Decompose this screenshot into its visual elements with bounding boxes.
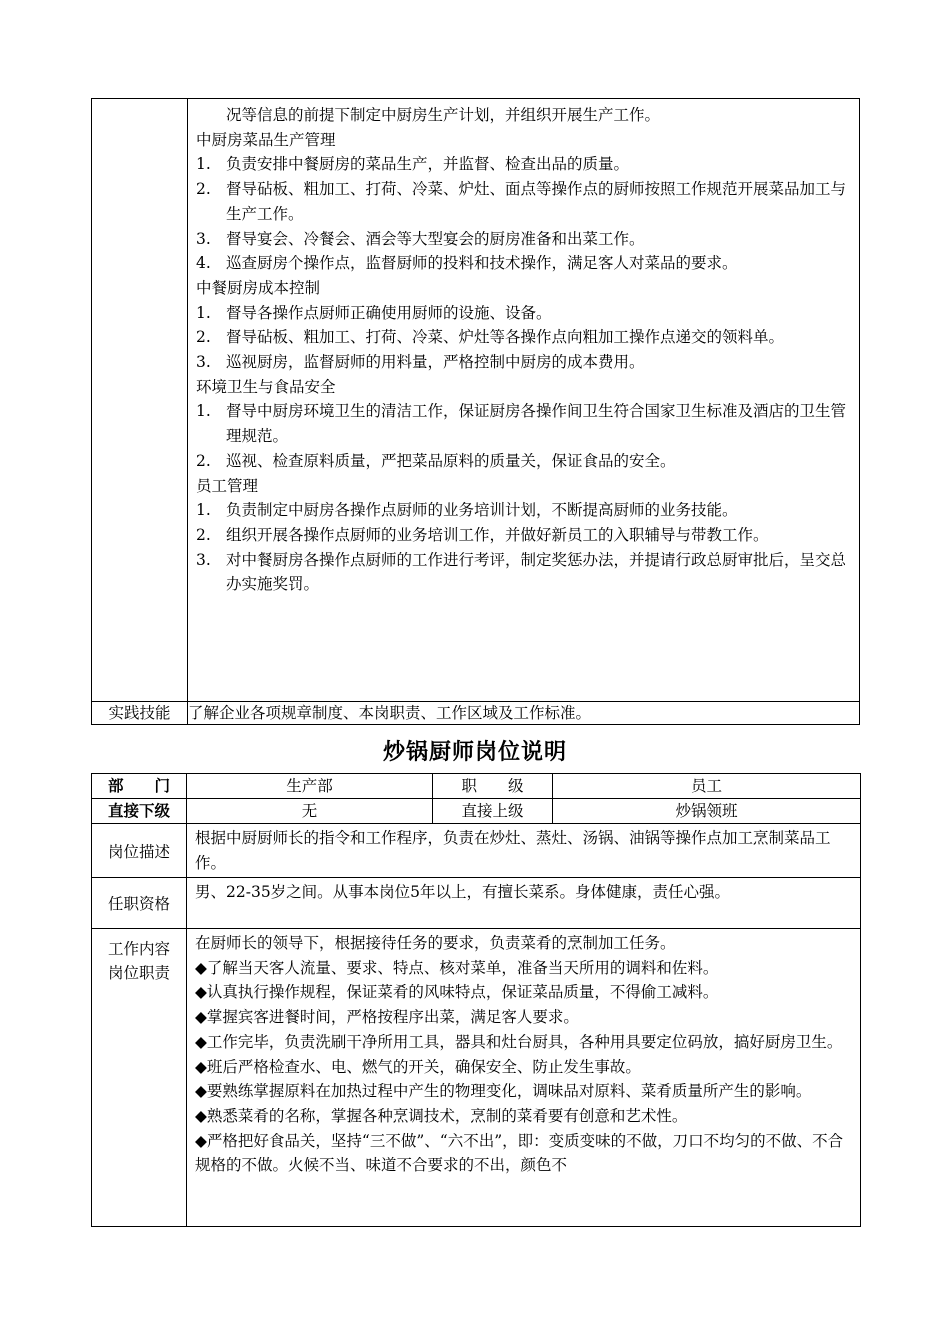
group-staff bbox=[196, 474, 851, 598]
duties-label-cell-2 bbox=[92, 929, 187, 1227]
dept-value: 生产部 bbox=[187, 774, 433, 799]
superior-label: 直接上级 bbox=[433, 799, 553, 824]
description-value: 根据中厨厨师长的指令和工作程序，负责在炒灶、蒸灶、汤锅、油锅等操作点加工烹制菜品工作。 bbox=[187, 824, 861, 878]
item-number: 4. bbox=[196, 254, 211, 273]
item-number: 2. bbox=[196, 180, 211, 199]
group-hygiene bbox=[196, 375, 851, 474]
duty-item: ◆认真执行操作规程，保证菜肴的风味特点，保证菜品质量，不得偷工减料。 bbox=[195, 983, 719, 1002]
item-number: 1. bbox=[196, 155, 211, 174]
item-number: 3. bbox=[196, 550, 211, 569]
list-item bbox=[196, 251, 851, 276]
item-number: 2. bbox=[196, 451, 211, 470]
item-text: 巡查厨房个操作点，监督厨师的投料和技术操作，满足客人对菜品的要求。 bbox=[226, 254, 738, 273]
item-text: 组织开展各操作点厨师的业务培训工作，并做好新员工的入职辅导与带教工作。 bbox=[226, 525, 769, 544]
group-heading: 中餐厨房成本控制 bbox=[196, 278, 321, 297]
duties-label-line1: 工作内容 bbox=[107, 940, 170, 958]
item-text: 督导砧板、粗加工、打荷、冷菜、炉灶、面点等操作点的厨师按照工作规范开展菜品加工与生产工作。 bbox=[226, 180, 847, 223]
skills-row bbox=[92, 702, 860, 725]
duties-row-2 bbox=[92, 929, 861, 1227]
qualification-value: 男、22-35岁之间。从事本岗位5年以上，有擅长菜系。身体健康，责任心强。 bbox=[187, 878, 861, 929]
item-number: 1. bbox=[196, 303, 211, 322]
duty-item: ◆掌握宾客进餐时间，严格按程序出菜，满足客人要求。 bbox=[195, 1008, 579, 1027]
item-number: 3. bbox=[196, 229, 211, 248]
department-row bbox=[92, 774, 861, 799]
group-production bbox=[196, 128, 851, 276]
duties-label-cell bbox=[92, 99, 188, 702]
duty-item: ◆严格把好食品关，坚持“三不做”、“六不出”，即：变质变味的不做，刀口不均匀的不做、不合规格的不做。火候不当、味道不合要求的不出，颜色不 bbox=[195, 1131, 844, 1175]
list-item bbox=[196, 227, 851, 252]
duty-item: ◆要熟练掌握原料在加热过程中产生的物理变化，调味品对原料、菜肴质量所产生的影响。 bbox=[195, 1082, 812, 1101]
duties-label-line2: 岗位职责 bbox=[107, 964, 170, 982]
list-item bbox=[196, 301, 851, 326]
item-text: 负责制定中厨房各操作点厨师的业务培训计划，不断提高厨师的业务技能。 bbox=[226, 501, 738, 520]
level-label: 职 级 bbox=[433, 774, 553, 799]
skills-value: 了解企业各项规章制度、本岗职责、工作区域及工作标准。 bbox=[188, 702, 860, 725]
dept-label: 部 门 bbox=[92, 774, 187, 799]
group-heading: 中厨房菜品生产管理 bbox=[196, 130, 336, 149]
list-item bbox=[196, 325, 851, 350]
subordinate-label: 直接下级 bbox=[92, 799, 187, 824]
list-item bbox=[196, 152, 851, 177]
description-label: 岗位描述 bbox=[92, 824, 187, 878]
item-text: 督导砧板、粗加工、打荷、冷菜、炉灶等各操作点向粗加工操作点递交的领料单。 bbox=[226, 328, 785, 347]
wok-chef-job-table bbox=[91, 773, 861, 1227]
item-text: 督导中厨房环境卫生的清洁工作，保证厨房各操作间卫生符合国家卫生标准及酒店的卫生管理规范。 bbox=[226, 402, 847, 446]
item-text: 负责安排中餐厨房的菜品生产，并监督、检查出品的质量。 bbox=[226, 155, 630, 174]
duties-content bbox=[188, 99, 859, 597]
duty-item: ◆熟悉菜肴的名称，掌握各种烹调技术，烹制的菜肴要有创意和艺术性。 bbox=[195, 1106, 688, 1125]
level-value: 员工 bbox=[553, 774, 861, 799]
qualification-label: 任职资格 bbox=[92, 878, 187, 929]
list-item bbox=[196, 399, 851, 448]
subordinate-value: 无 bbox=[187, 799, 433, 824]
item-number: 1. bbox=[196, 501, 211, 520]
list-item bbox=[196, 177, 851, 226]
item-text: 巡视厨房，监督厨师的用料量，严格控制中厨房的成本费用。 bbox=[226, 353, 645, 372]
list-item bbox=[196, 350, 851, 375]
list-item bbox=[196, 498, 851, 523]
group-cost-control bbox=[196, 276, 851, 375]
reporting-row bbox=[92, 799, 861, 824]
duty-item: ◆了解当天客人流量、要求、特点、核对菜单，准备当天所用的调料和佐料。 bbox=[195, 958, 719, 977]
item-text: 督导各操作点厨师正确使用厨师的设施、设备。 bbox=[226, 303, 552, 322]
duty-item: ◆班后严格检查水、电、燃气的开关，确保安全、防止发生事故。 bbox=[195, 1057, 641, 1076]
list-item bbox=[196, 523, 851, 548]
list-item bbox=[196, 449, 851, 474]
job-description-table-continued bbox=[91, 98, 860, 725]
superior-value: 炒锅领班 bbox=[553, 799, 861, 824]
item-text: 巡视、检查原料质量，严把菜品原料的质量关，保证食品的安全。 bbox=[226, 451, 676, 470]
skills-label: 实践技能 bbox=[92, 702, 188, 725]
group-heading: 员工管理 bbox=[196, 476, 259, 495]
qualification-row bbox=[92, 878, 861, 929]
duties-content-2 bbox=[187, 929, 861, 1227]
duties-row bbox=[92, 99, 860, 702]
section-title: 炒锅厨师岗位说明 bbox=[382, 739, 567, 765]
group-heading: 环境卫生与食品安全 bbox=[196, 377, 336, 396]
item-number: 3. bbox=[196, 353, 211, 372]
duties-content-cell bbox=[188, 99, 860, 702]
item-number: 1. bbox=[196, 402, 211, 421]
description-row bbox=[92, 824, 861, 878]
item-number: 2. bbox=[196, 328, 211, 347]
intro-line: 况等信息的前提下制定中厨房生产计划，并组织开展生产工作。 bbox=[226, 106, 661, 124]
list-item bbox=[196, 548, 851, 597]
duties-intro: 在厨师长的领导下，根据接待任务的要求，负责菜肴的烹制加工任务。 bbox=[195, 934, 676, 952]
item-text: 对中餐厨房各操作点厨师的工作进行考评，制定奖惩办法，并提请行政总厨审批后，呈交总办实施奖罚。 bbox=[226, 550, 847, 594]
duty-item: ◆工作完毕，负责洗刷干净所用工具，器具和灶台厨具，各种用具要定位码放，搞好厨房卫生。 bbox=[195, 1032, 843, 1051]
item-text: 督导宴会、冷餐会、酒会等大型宴会的厨房准备和出菜工作。 bbox=[226, 229, 645, 248]
item-number: 2. bbox=[196, 525, 211, 544]
